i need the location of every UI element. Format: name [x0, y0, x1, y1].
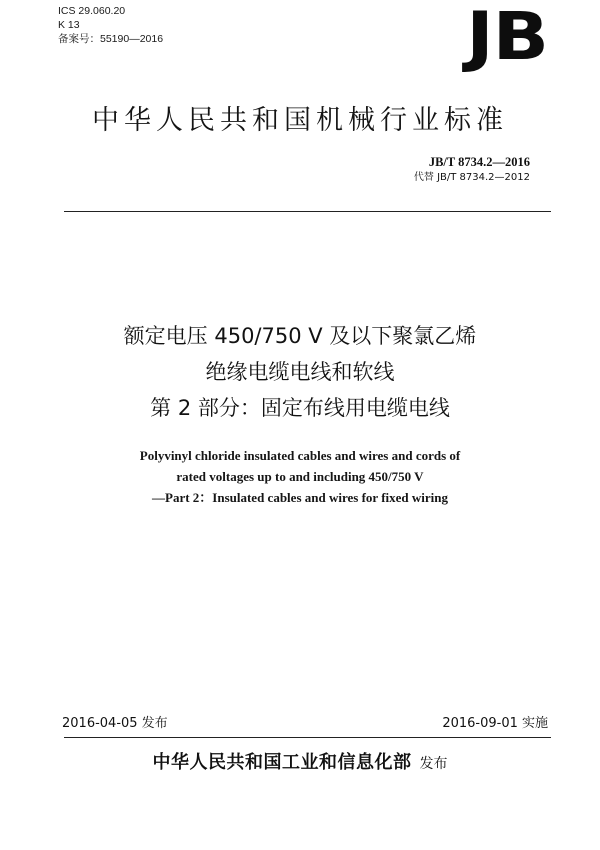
- title-en-line-3: —Part 2：Insulated cables and wires for fixed wiring: [152, 490, 448, 505]
- top-divider: [64, 211, 551, 212]
- filing-number: 备案号：55190—2016: [58, 33, 164, 45]
- bottom-divider: [64, 737, 551, 738]
- issuing-authority: 中华人民共和国工业和信息化部: [152, 752, 412, 773]
- ccs-code: K 13: [58, 19, 80, 31]
- issue-action: 发布: [419, 756, 448, 772]
- title-en-line-1: Polyvinyl chloride insulated cables and wires and cords of: [139, 448, 461, 463]
- standard-number: JB/T 8734.2—2016: [428, 155, 530, 169]
- jb-logo: JB: [466, 0, 548, 75]
- ics-code: ICS 29.060.20: [58, 5, 126, 17]
- title-zh-line-3: 第 2 部分：固定布线用电缆电线: [150, 396, 450, 420]
- effective-date: 2016-09-01 实施: [442, 716, 548, 731]
- issuer-line: [0, 751, 600, 776]
- issue-date: 2016-04-05 发布: [62, 716, 168, 731]
- title-en-line-2: rated voltages up to and including 450/750 V: [176, 469, 424, 484]
- industry-standard-title: 中华人民共和国机械行业标准: [92, 105, 508, 136]
- title-zh-line-1: 额定电压 450/750 V 及以下聚氯乙烯: [123, 324, 477, 348]
- title-zh-line-2: 绝缘电缆电线和软线: [205, 360, 395, 384]
- replaced-standard: 代替 JB/T 8734.2—2012: [413, 172, 530, 183]
